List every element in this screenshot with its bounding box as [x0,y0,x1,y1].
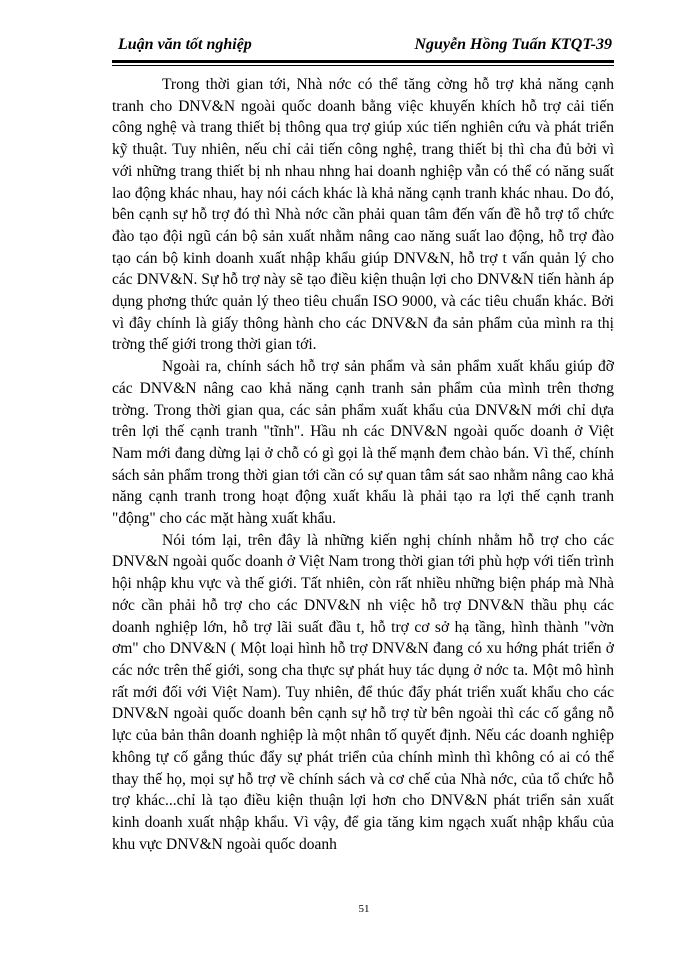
paragraph-3: Nói tóm lại, trên đây là những kiến nghị chính nhằm hỗ trợ cho các DNV&N ngoài quốc doanh ở Việt Nam trong thời gian tới phù hợp với tiến trình hội nhập khu vực và thế giới. Tất nhiên, còn rất nhiều những biện pháp mà Nhà nớc cần phải hỗ trợ cho các DNV&N nh việc hỗ trợ DNV&N thầu phụ các doanh nghiệp lớn, hỗ trợ lãi suất đầu t, hỗ trợ cơ sở hạ tầng, hình thành "vờn ơm" cho DNV&N ( Một loại hình hỗ trợ DNV&N đang có xu hớng phát triển ở các nớc trên thế giới, song cha thực sự phát huy tác dụng ở nớc ta. Một mô hình rất mới đối với Việt Nam). Tuy nhiên, để thúc đẩy phát triển xuất khẩu cho các DNV&N ngoài quốc doanh bên cạnh sự hỗ trợ từ bên ngoài thì các cố gắng nỗ lực của bản thân doanh nghiệp là một nhân tố quyết định. Nếu các doanh nghiệp không tự cố gắng thúc đẩy sự phát triển của chính mình thì không có ai có thể thay thế họ, mọi sự hỗ trợ về chính sách và cơ chế của Nhà nớc, của tổ chức hỗ trợ khác...chỉ là tạo điều kiện thuận lợi hơn cho DNV&N phát triển sản xuất kinh doanh xuất nhập khẩu. Vì vậy, để gia tăng kim ngạch xuất nhập khẩu của khu vực DNV&N ngoài quốc doanh [112,531,614,853]
header-rule-thick [112,60,614,63]
paragraph-1: Trong thời gian tới, Nhà nớc có thể tăng cờng hỗ trợ khả năng cạnh tranh cho DNV&N ngoài quốc doanh bằng việc khuyến khích hỗ trợ cải tiến công nghệ và trang thiết bị thông qua trợ giúp xúc tiến nghiên cứu và phát triển kỹ thuật. Tuy nhiên, nếu chỉ cải tiến công nghệ, trang thiết bị thì cha đủ bởi vì với những trang thiết bị nh nhau nhng hai doanh nghiệp vẫn có thể có năng suất lao động khác nhau, hay nói cách khác là khả năng cạnh tranh khác nhau. Do đó, bên cạnh sự hỗ trợ đó thì Nhà nớc cần phải quan tâm đến vấn đề hỗ trợ tổ chức đào tạo đội ngũ cán bộ sản xuất nhằm nâng cao năng suất lao động, hỗ trợ đào tạo cán bộ kinh doanh xuất nhập khẩu giúp DNV&N, hỗ trợ t vấn quản lý cho các DNV&N. Sự hỗ trợ này sẽ tạo điều kiện thuận lợi cho DNV&N tiến hành áp dụng phơng thức quản lý theo tiêu chuẩn ISO 9000, và các tiêu chuẩn khác. Bởi vì đây chính là giấy thông hành cho các DNV&N đa sản phẩm của mình ra thị trờng thế giới trong thời gian tới. [112,76,614,354]
running-header [112,32,612,56]
header-rule-thin [112,65,614,66]
body-text [112,74,614,855]
paragraph-2: Ngoài ra, chính sách hỗ trợ sản phẩm và sản phẩm xuất khẩu giúp đỡ các DNV&N nâng cao khả năng cạnh tranh sản phẩm của mình trên thơng trờng. Trong thời gian qua, các sản phẩm xuất khẩu của DNV&N mới chỉ dựa trên lợi thế cạnh tranh "tĩnh". Hầu nh các DNV&N ngoài quốc doanh ở Việt Nam mới đang dừng lại ở chỗ có gì gọi là thế mạnh đem chào bán. Vì thế, chính sách sản phẩm trong thời gian tới cần có sự quan tâm sát sao nhằm nâng cao khả năng cạnh tranh trong hoạt động xuất khẩu là phải tạo ra lợi thế cạnh tranh "động" cho các mặt hàng xuất khẩu. [112,358,614,528]
header-author: Nguyễn Hồng Tuấn KTQT-39 [414,36,612,53]
page-number: 51 [358,903,370,915]
header-thesis-label: Luận văn tốt nghiệp [118,36,252,53]
